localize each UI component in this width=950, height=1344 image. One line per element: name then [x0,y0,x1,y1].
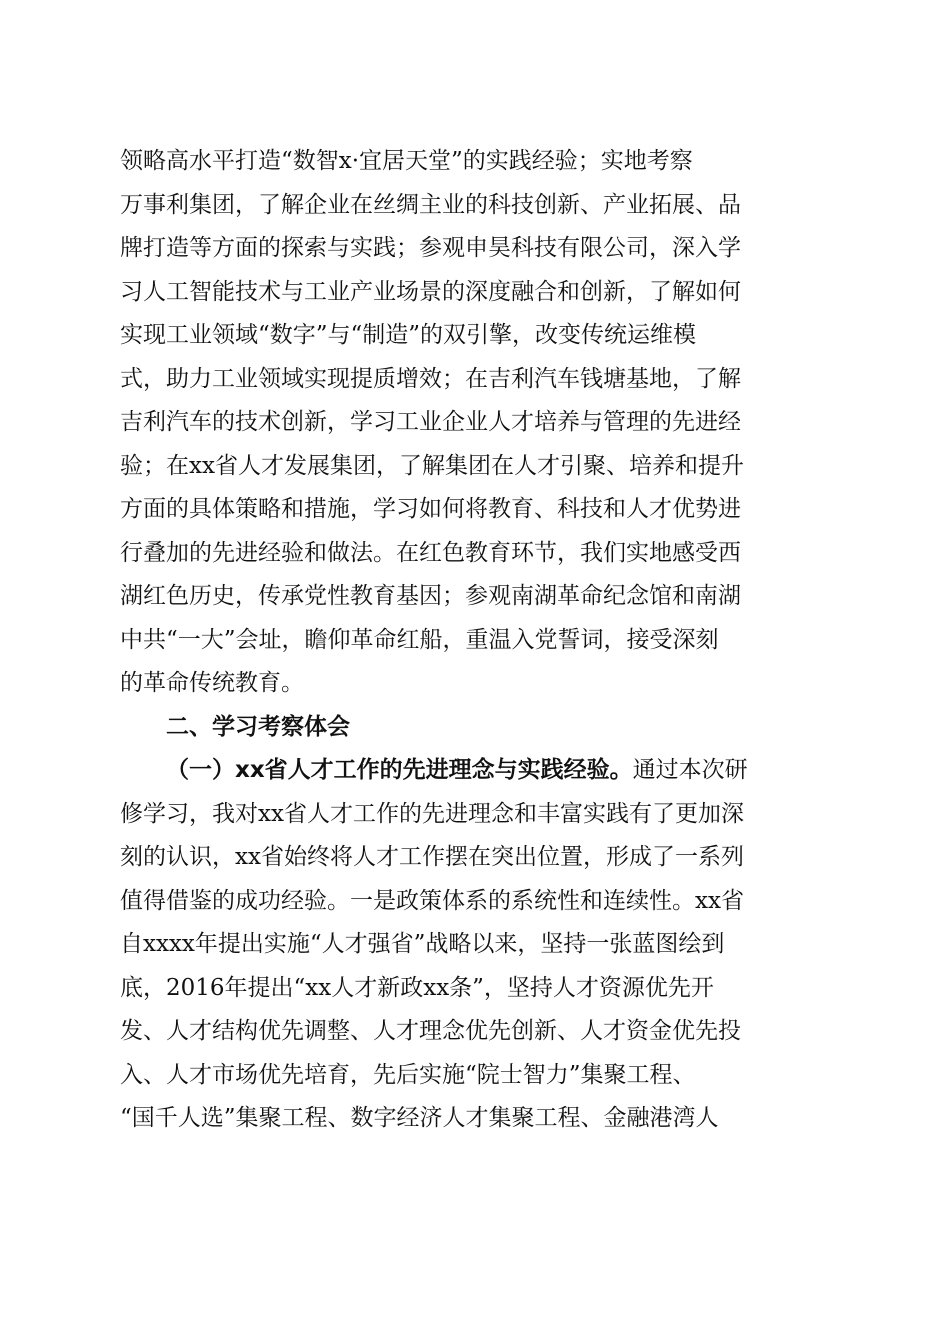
text-line: 中共“一大”会址，瞻仰革命红船，重温入党誓词，接受深刻 [120,626,719,653]
text-line: 万事利集团，了解企业在丝绸主业的科技创新、产业拓展、品 [120,191,741,218]
document-body [120,140,830,1141]
text-line: 值得借鉴的成功经验。一是政策体系的系统性和连续性。xx省 [120,887,744,914]
paragraph-site-visits [120,140,830,706]
text-line: 习人工智能技术与工业产业场景的深度融合和创新，了解如何 [120,278,741,305]
text-line: 实现工业领域“数字”与“制造”的双引擎，改变传统运维模 [120,322,697,348]
text-line [120,749,830,793]
text-line: 修学习，我对xx省人才工作的先进理念和丰富实践有了更加深 [120,800,744,827]
text-fragment: 通过本次研 [632,757,748,783]
text-line: “国千人选”集聚工程、数字经济人才集聚工程、金融港湾人 [120,1105,719,1131]
text-line: 底，2016年提出“xx人才新政xx条”，坚持人才资源优先开 [120,974,714,1001]
text-line: 发、人才结构优先调整、人才理念优先创新、人才资金优先投 [120,1018,741,1044]
text-line: 式，助力工业领域实现提质增效；在吉利汽车钱塘基地，了解 [120,365,741,392]
text-line: 入、人才市场优先培育，先后实施“院士智力”集聚工程、 [120,1061,696,1088]
text-line: 方面的具体策略和措施，学习如何将教育、科技和人才优势进 [120,496,741,522]
text-line: 行叠加的先进经验和做法。在红色教育环节，我们实地感受西 [120,539,741,566]
text-line: 湖红色历史，传承党性教育基因；参观南湖革命纪念馆和南湖 [120,583,741,609]
text-line: 的革命传统教育。 [120,670,304,696]
text-line: 牌打造等方面的探索与实践；参观申昊科技有限公司，深入学 [120,235,741,261]
text-line: 自xxxx年提出实施“人才强省”战略以来，坚持一张蓝图绘到 [120,931,725,957]
text-line: 刻的认识，xx省始终将人才工作摆在突出位置，形成了一系列 [120,844,744,870]
text-line: 领略高水平打造“数智x·宜居天堂”的实践经验；实地考察 [120,148,693,174]
subsection-heading: （一）xx省人才工作的先进理念与实践经验。 [166,757,633,783]
paragraph-talent-experience [120,749,830,1141]
section-heading: 二、学习考察体会 [166,713,350,740]
text-line: 吉利汽车的技术创新，学习工业企业人才培养与管理的先进经 [120,409,741,435]
text-line: 验；在xx省人才发展集团，了解集团在人才引聚、培养和提升 [120,452,744,479]
